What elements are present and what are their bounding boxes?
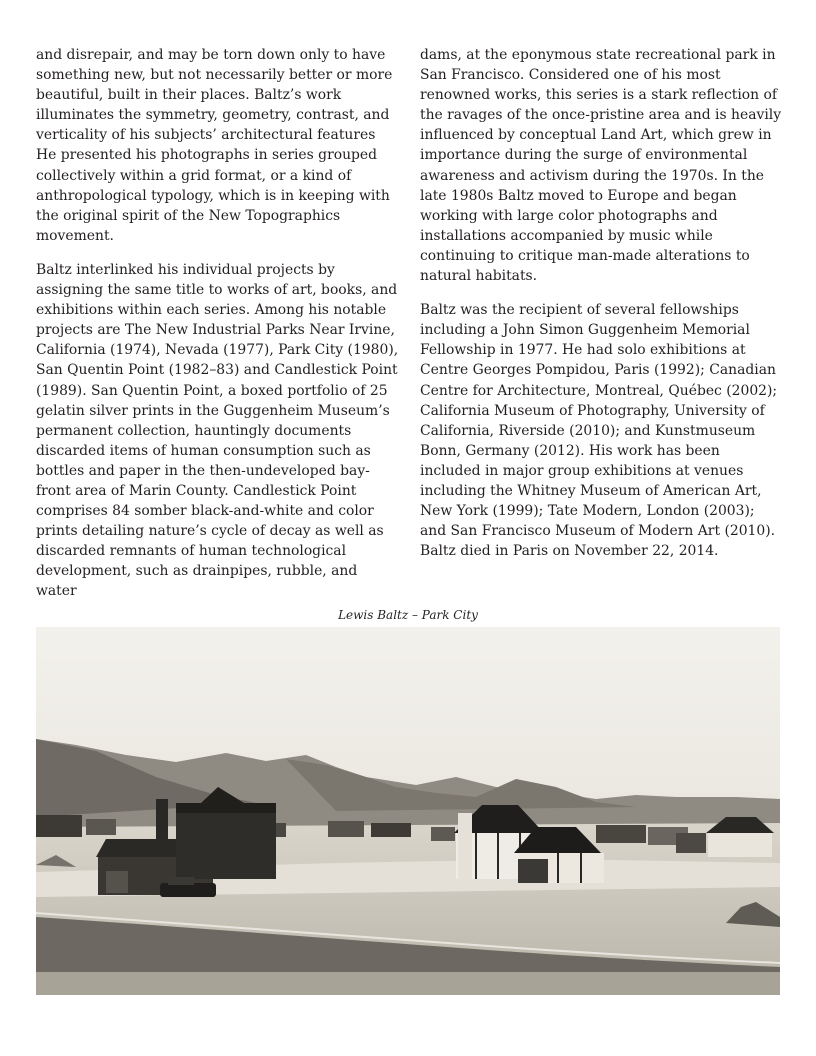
paragraph: Baltz interlinked his individual projects by assigning the same title to works of art, books, and exhibitions within each series. Among his notable projects are The New Industrial Parks Near Irvine, California (1974), Nevada (1977), Park City (1980), San Quentin Point (1982–83) and Candlestick Point (1989). San Quentin Point, a boxed portfolio of 25 gelatin silver prints in the Guggenheim Museum’s permanent collection, hauntingly documents discarded items of human consumption such as bottles and paper in the then-undeveloped bay-front area of Marin County. Candlestick Point comprises 84 somber black-and-white and color prints detailing nature’s cycle of decay as well as discarded remnants of human technological development, such as drainpipes, rubble, and water <box>36 261 399 600</box>
landscape-photo-icon <box>36 627 780 995</box>
paragraph: and disrepair, and may be torn down only to have something new, but not necessarily better or more beautiful, built in their places. Baltz’s work illuminates the symmetry, geometry, contrast, and verticality of his subjects’ architectural features He presented his photographs in series grouped collectively within a grid format, or a kind of anthropological typology, which is in keeping with the original spirit of the New Topographics movement. <box>36 47 393 244</box>
paragraph: dams, at the eponymous state recreational park in San Francisco. Considered one of his most renowned works, this series is a stark reflection of the ravages of the once-pristine area and is heavily influenced by conceptual Land Art, which grew in importance during the surge of environmental awareness and activism during the 1970s. In the late 1980s Baltz moved to Europe and began working with large color photographs and installations accompanied by music while continuing to critique man-made alterations to natural habitats. <box>420 47 782 285</box>
figure-caption: Lewis Baltz – Park City <box>338 608 478 622</box>
paragraph: Baltz was the recipient of several fellowships including a John Simon Guggenheim Memorial Fellowship in 1977. He had solo exhibitions at Centre Georges Pompidou, Paris (1992); Canadian Centre for Architecture, Montreal, Québec (2002); California Museum of Photography, University of California, Riverside (2010); and Kunstmuseum Bonn, Germany (2012). His work has been included in major group exhibitions at venues including the Whitney Museum of American Art, New York (1999); Tate Modern, London (2003); and San Francisco Museum of Modern Art (2010). Baltz died in Paris on November 22, 2014. <box>420 302 778 560</box>
text-column-right <box>420 45 784 575</box>
text-column-left <box>36 45 400 616</box>
park-city-photo <box>36 627 780 995</box>
